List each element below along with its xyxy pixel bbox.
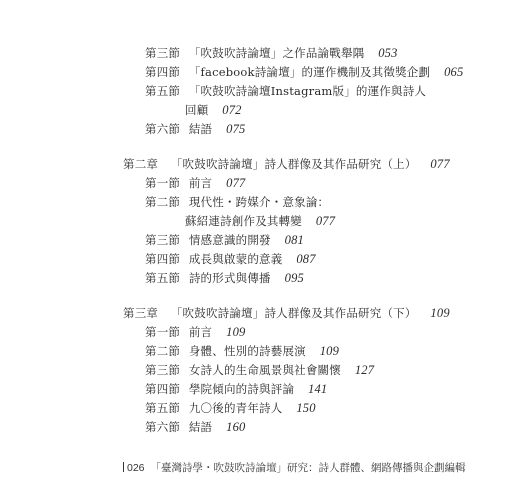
- section-label: 第三節: [145, 46, 181, 60]
- section-label: 第四節: [145, 252, 181, 266]
- page-number: 077: [430, 157, 450, 171]
- page-number: 077: [315, 214, 336, 228]
- section-label: 第二節: [145, 344, 181, 358]
- toc-entry: [145, 381, 327, 397]
- chapter-heading: [123, 305, 450, 321]
- section-title: 「吹鼓吹詩論壇」之作品論戰舉隅: [188, 46, 365, 60]
- toc-entry: [145, 362, 374, 378]
- page-number: 109: [226, 325, 246, 339]
- toc-entry: [145, 400, 316, 416]
- section-label: 第六節: [145, 420, 181, 434]
- section-title: 九〇後的青年詩人: [188, 401, 283, 415]
- section-title: 身體、性別的詩藝展演: [188, 344, 306, 358]
- section-label: 第三節: [145, 363, 181, 377]
- page-number: 109: [430, 306, 450, 320]
- toc-entry: [145, 45, 398, 61]
- toc-entry: [145, 343, 339, 359]
- page-number: 065: [444, 65, 464, 79]
- section-title: 結語: [188, 420, 213, 434]
- section-label: 第四節: [145, 382, 181, 396]
- section-title: 學院傾向的詩與評論: [188, 382, 295, 396]
- section-label: 第四節: [145, 65, 181, 79]
- running-footer: [123, 460, 466, 475]
- page-number: 087: [296, 252, 316, 266]
- page-number: 053: [378, 46, 398, 60]
- toc-entry: [145, 83, 426, 99]
- section-label: 第五節: [145, 401, 181, 415]
- section-label: 第一節: [145, 325, 181, 339]
- section-title: 結語: [188, 122, 213, 136]
- toc-entry: [145, 175, 245, 191]
- toc-entry: [145, 270, 304, 286]
- page-number: 150: [296, 401, 316, 415]
- toc-entry-continuation: [185, 102, 242, 118]
- section-title: 現代性・跨媒介・意象論：: [188, 195, 330, 209]
- page-number: 141: [308, 382, 328, 396]
- toc-entry: [145, 121, 245, 137]
- page-number: 072: [222, 103, 242, 117]
- page-number: 109: [319, 344, 340, 358]
- section-title: 「facebook詩論壇」的運作機制及其徵獎企劃: [188, 65, 431, 79]
- section-label: 第五節: [145, 84, 181, 98]
- toc-entry: [145, 232, 304, 248]
- toc-entry: [145, 64, 463, 80]
- chapter-label: 第三章: [123, 306, 159, 320]
- footer-running-title: 「臺灣詩學・吹鼓吹詩論壇」研究：詩人群體、網路傳播與企劃編輯: [150, 462, 466, 474]
- page-number: 081: [284, 233, 304, 247]
- page-number: 127: [354, 363, 375, 377]
- section-title: 前言: [188, 176, 213, 190]
- section-title: 成長與啟蒙的意義: [188, 252, 283, 266]
- toc-entry: [145, 194, 329, 210]
- chapter-title: 「吹鼓吹詩論壇」詩人群像及其作品研究（下）: [170, 306, 417, 320]
- section-label: 第六節: [145, 122, 181, 136]
- section-label: 第一節: [145, 176, 181, 190]
- page-number: 160: [226, 420, 246, 434]
- chapter-title: 「吹鼓吹詩論壇」詩人群像及其作品研究（上）: [170, 157, 417, 171]
- section-label: 第三節: [145, 233, 181, 247]
- section-label: 第二節: [145, 195, 181, 209]
- chapter-heading: [123, 156, 450, 172]
- section-title: 「吹鼓吹詩論壇Instagram版」的運作與詩人: [188, 84, 427, 98]
- section-label: 第五節: [145, 271, 181, 285]
- toc-entry: [145, 324, 245, 340]
- footer-page-number: 026: [127, 462, 145, 474]
- section-title: 蘇紹連詩創作及其轉變: [185, 214, 302, 228]
- chapter-label: 第二章: [123, 157, 159, 171]
- section-title: 回顧: [185, 103, 209, 117]
- section-title: 詩的形式與傳播: [188, 271, 271, 285]
- page-number: 077: [226, 176, 246, 190]
- page-number: 075: [226, 122, 246, 136]
- footer-rule: [123, 462, 124, 472]
- toc-entry-continuation: [185, 213, 335, 229]
- section-title: 前言: [188, 325, 213, 339]
- section-title: 情感意識的開發: [188, 233, 271, 247]
- page-number: 095: [284, 271, 304, 285]
- toc-entry: [145, 419, 245, 435]
- section-title: 女詩人的生命風景與社會關懷: [188, 363, 341, 377]
- toc-entry: [145, 251, 316, 267]
